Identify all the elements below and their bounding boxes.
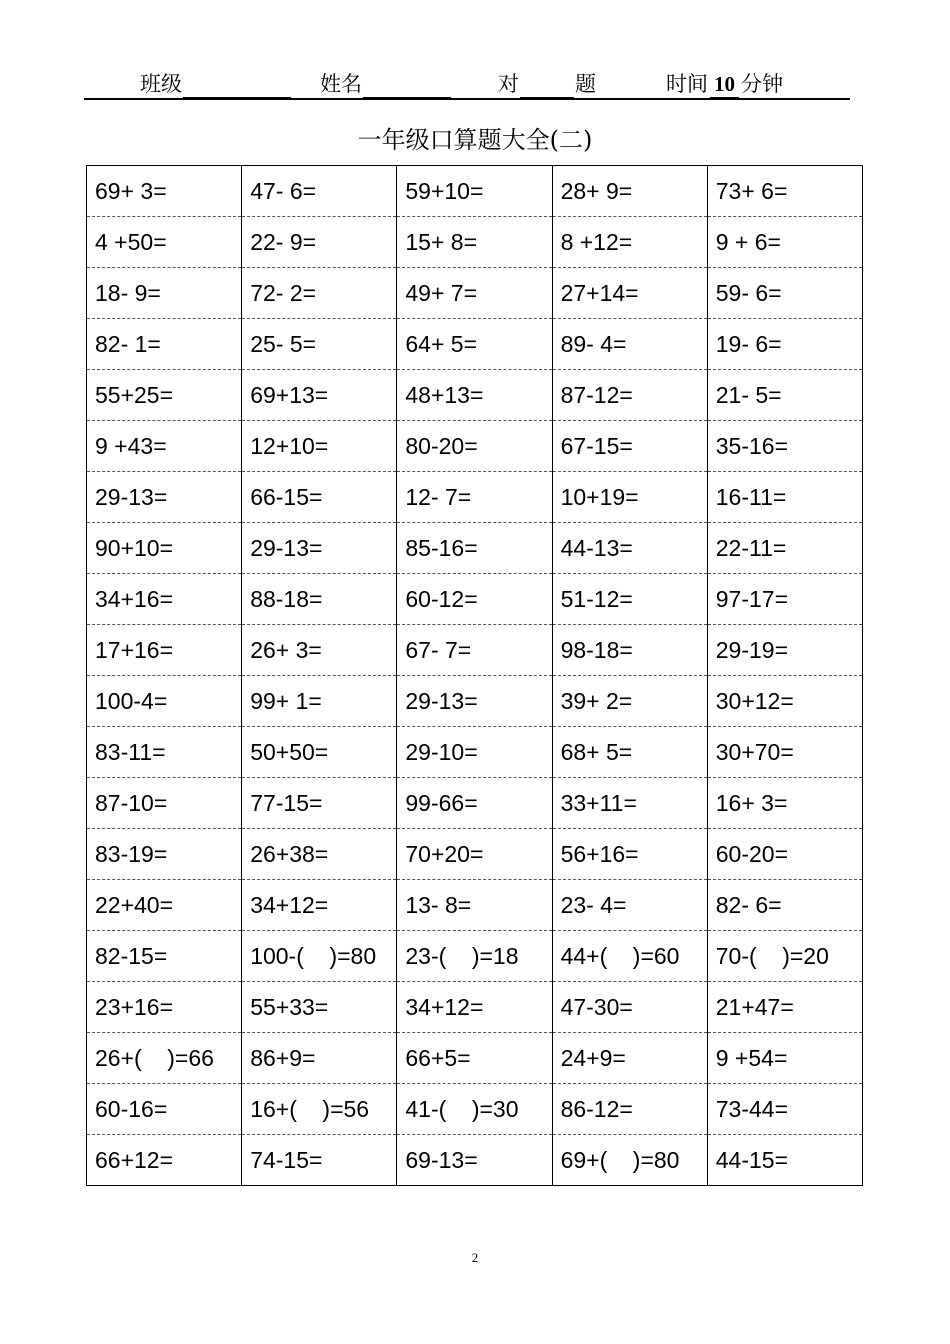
problem-cell[interactable]: 8 +12= [552, 217, 707, 268]
problem-cell[interactable]: 23- 4= [552, 880, 707, 931]
problem-cell[interactable]: 68+ 5= [552, 727, 707, 778]
problem-cell[interactable]: 82-15= [87, 931, 242, 982]
problem-cell[interactable]: 30+12= [707, 676, 862, 727]
problem-cell[interactable]: 21- 5= [707, 370, 862, 421]
correct-count-field [498, 68, 596, 98]
problem-cell[interactable]: 44+( )=60 [552, 931, 707, 982]
problem-cell[interactable]: 28+ 9= [552, 166, 707, 217]
problem-row [87, 982, 863, 1033]
problem-cell[interactable]: 59- 6= [707, 268, 862, 319]
problem-cell[interactable]: 99+ 1= [242, 676, 397, 727]
problem-cell[interactable]: 25- 5= [242, 319, 397, 370]
problem-cell[interactable]: 17+16= [87, 625, 242, 676]
problem-cell[interactable]: 69+ 3= [87, 166, 242, 217]
problem-cell[interactable]: 12- 7= [397, 472, 552, 523]
problem-cell[interactable]: 39+ 2= [552, 676, 707, 727]
problem-cell[interactable]: 69-13= [397, 1135, 552, 1186]
worksheet-title: 一年级口算题大全(二) [357, 126, 593, 154]
problem-cell[interactable]: 47- 6= [242, 166, 397, 217]
problem-cell[interactable]: 67- 7= [397, 625, 552, 676]
problem-cell[interactable]: 16-11= [707, 472, 862, 523]
correct-label: 对 [498, 72, 519, 96]
problem-row [87, 727, 863, 778]
problem-cell[interactable]: 33+11= [552, 778, 707, 829]
time-value: 10 [710, 72, 739, 98]
problem-cell[interactable]: 55+25= [87, 370, 242, 421]
problem-cell[interactable]: 89- 4= [552, 319, 707, 370]
problem-cell[interactable]: 18- 9= [87, 268, 242, 319]
name-field [320, 68, 452, 98]
class-blank[interactable] [183, 75, 291, 98]
problem-cell[interactable]: 100-4= [87, 676, 242, 727]
problem-row [87, 217, 863, 268]
problem-cell[interactable]: 41-( )=30 [397, 1084, 552, 1135]
problem-cell[interactable]: 98-18= [552, 625, 707, 676]
problem-cell[interactable]: 82- 1= [87, 319, 242, 370]
problem-cell[interactable]: 22+40= [87, 880, 242, 931]
problem-cell[interactable]: 51-12= [552, 574, 707, 625]
problem-row [87, 472, 863, 523]
problem-cell[interactable]: 83-19= [87, 829, 242, 880]
problem-cell[interactable]: 69+( )=80 [552, 1135, 707, 1186]
problem-cell[interactable]: 23-( )=18 [397, 931, 552, 982]
problem-grid [86, 165, 863, 1186]
problem-cell[interactable]: 34+12= [242, 880, 397, 931]
problem-cell[interactable]: 34+12= [397, 982, 552, 1033]
problem-row [87, 880, 863, 931]
problem-cell[interactable]: 34+16= [87, 574, 242, 625]
time-label: 时间 [666, 72, 708, 96]
problem-row [87, 625, 863, 676]
problem-cell[interactable]: 56+16= [552, 829, 707, 880]
problem-cell[interactable]: 55+33= [242, 982, 397, 1033]
problem-cell[interactable]: 26+( )=66 [87, 1033, 242, 1084]
class-field [140, 68, 292, 98]
problem-cell[interactable]: 44-15= [707, 1135, 862, 1186]
problem-cell[interactable]: 22-11= [707, 523, 862, 574]
problem-cell[interactable]: 70+20= [397, 829, 552, 880]
problem-row [87, 1084, 863, 1135]
problem-row [87, 166, 863, 217]
problem-cell[interactable]: 49+ 7= [397, 268, 552, 319]
name-label: 姓名 [320, 72, 362, 96]
problem-row [87, 574, 863, 625]
problem-cell[interactable]: 30+70= [707, 727, 862, 778]
problem-cell[interactable]: 60-16= [87, 1084, 242, 1135]
problem-cell[interactable]: 73-44= [707, 1084, 862, 1135]
time-unit: 分钟 [741, 72, 783, 96]
problem-cell[interactable]: 29-10= [397, 727, 552, 778]
problem-cell[interactable]: 9 +54= [707, 1033, 862, 1084]
problem-cell[interactable]: 35-16= [707, 421, 862, 472]
problem-cell[interactable]: 86+9= [242, 1033, 397, 1084]
problem-cell[interactable]: 10+19= [552, 472, 707, 523]
problem-row [87, 370, 863, 421]
problem-cell[interactable]: 72- 2= [242, 268, 397, 319]
problem-cell[interactable]: 16+ 3= [707, 778, 862, 829]
problem-cell[interactable]: 77-15= [242, 778, 397, 829]
problem-cell[interactable]: 80-20= [397, 421, 552, 472]
problem-cell[interactable]: 4 +50= [87, 217, 242, 268]
problem-cell[interactable]: 73+ 6= [707, 166, 862, 217]
problem-cell[interactable]: 86-12= [552, 1084, 707, 1135]
problem-cell[interactable]: 100-( )=80 [242, 931, 397, 982]
problem-row [87, 319, 863, 370]
problem-cell[interactable]: 48+13= [397, 370, 552, 421]
problem-cell[interactable]: 82- 6= [707, 880, 862, 931]
problem-cell[interactable]: 21+47= [707, 982, 862, 1033]
correct-count-blank[interactable] [520, 75, 574, 98]
problem-cell[interactable]: 59+10= [397, 166, 552, 217]
problem-cell[interactable]: 64+ 5= [397, 319, 552, 370]
problem-cell[interactable]: 67-15= [552, 421, 707, 472]
problem-cell[interactable]: 19- 6= [707, 319, 862, 370]
problem-cell[interactable]: 13- 8= [397, 880, 552, 931]
problem-row [87, 931, 863, 982]
problem-row [87, 268, 863, 319]
problem-cell[interactable]: 88-18= [242, 574, 397, 625]
problem-cell[interactable]: 12+10= [242, 421, 397, 472]
problem-cell[interactable]: 87-12= [552, 370, 707, 421]
problem-cell[interactable]: 22- 9= [242, 217, 397, 268]
problem-cell[interactable]: 66+12= [87, 1135, 242, 1186]
class-label: 班级 [140, 72, 182, 96]
problem-cell[interactable]: 29-13= [397, 676, 552, 727]
problem-row [87, 523, 863, 574]
page-number: 2 [471, 1250, 479, 1265]
problem-cell[interactable]: 66-15= [242, 472, 397, 523]
worksheet-header [84, 62, 850, 100]
problem-row [87, 676, 863, 727]
problem-cell[interactable]: 24+9= [552, 1033, 707, 1084]
problem-cell[interactable]: 47-30= [552, 982, 707, 1033]
problem-cell[interactable]: 9 + 6= [707, 217, 862, 268]
problem-cell[interactable]: 60-20= [707, 829, 862, 880]
problem-cell[interactable]: 15+ 8= [397, 217, 552, 268]
problem-cell[interactable]: 29-19= [707, 625, 862, 676]
problem-cell[interactable]: 29-13= [242, 523, 397, 574]
problem-cell[interactable]: 9 +43= [87, 421, 242, 472]
time-field [666, 68, 783, 98]
problem-cell[interactable]: 44-13= [552, 523, 707, 574]
problem-cell[interactable]: 83-11= [87, 727, 242, 778]
problem-row [87, 421, 863, 472]
name-blank[interactable] [363, 75, 451, 98]
problem-cell[interactable]: 16+( )=56 [242, 1084, 397, 1135]
problem-row [87, 1135, 863, 1186]
problem-row [87, 829, 863, 880]
problem-cell[interactable]: 69+13= [242, 370, 397, 421]
problem-row [87, 778, 863, 829]
problem-cell[interactable]: 97-17= [707, 574, 862, 625]
problem-cell[interactable]: 29-13= [87, 472, 242, 523]
problem-cell[interactable]: 70-( )=20 [707, 931, 862, 982]
problem-cell[interactable]: 26+ 3= [242, 625, 397, 676]
problem-cell[interactable]: 66+5= [397, 1033, 552, 1084]
problem-cell[interactable]: 87-10= [87, 778, 242, 829]
problem-cell[interactable]: 26+38= [242, 829, 397, 880]
problem-cell[interactable]: 23+16= [87, 982, 242, 1033]
problem-cell[interactable]: 27+14= [552, 268, 707, 319]
problem-cell[interactable]: 85-16= [397, 523, 552, 574]
problem-cell[interactable]: 50+50= [242, 727, 397, 778]
problem-cell[interactable]: 90+10= [87, 523, 242, 574]
problem-cell[interactable]: 60-12= [397, 574, 552, 625]
problem-row [87, 1033, 863, 1084]
problem-cell[interactable]: 99-66= [397, 778, 552, 829]
questions-label: 题 [575, 72, 596, 96]
problem-cell[interactable]: 74-15= [242, 1135, 397, 1186]
